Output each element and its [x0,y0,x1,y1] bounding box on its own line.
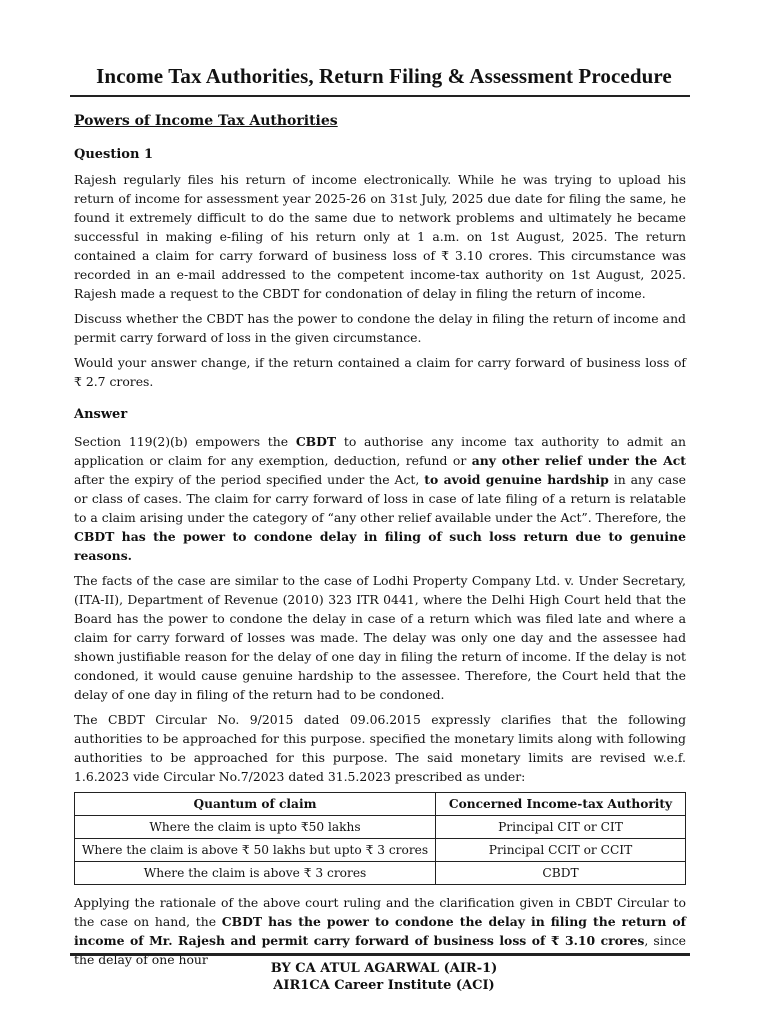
page-title: Income Tax Authorities, Return Filing & Assessment Procedure [96,64,672,88]
table-cell: Where the claim is upto ₹50 lakhs [75,816,436,839]
footer-institute: AIR1CA Career Institute (ACI) [273,978,495,993]
table-cell: CBDT [436,862,686,885]
answer-paragraph: The facts of the case are similar to the case of Lodhi Property Company Ltd. v. Under Secretary, (ITA-II), Department of Revenue (2010) 323 ITR 0441, where the Delhi High Court held that the Board has the power to condone the delay in case of a return which was filed late and where a claim for carry forward of losses was made. The delay was only one day and the assessee had shown justifiable reason for the delay of one day in filing the return of income. If the delay is not condoned, it would cause genuine hardship to the assessee. Therefore, the Court held that the delay of one day in filing of the return had to be condoned. [74,573,686,702]
text-run: Section 119(2)(b) empowers the [74,434,296,449]
answer-heading: Answer [74,407,128,422]
authority-table [74,792,686,885]
table-row [75,816,686,839]
answer-paragraph: The CBDT Circular No. 9/2015 dated 09.06.2015 expressly clarifies that the following authorities to be approached for this purpose. specified the monetary limits along with following authorities to be approached for this purpose. The said monetary limits are revised w.e.f. 1.6.2023 vide Circular No.7/2023 dated 31.5.2023 prescribed as under: [74,712,686,784]
footer-divider [70,953,690,956]
table-header-cell: Quantum of claim [75,793,436,816]
page-footer [0,960,768,994]
bold-run: to avoid genuine hardship [424,472,609,487]
table-row [75,839,686,862]
table-header-cell: Concerned Income-tax Authority [436,793,686,816]
table-row [75,862,686,885]
text-run: , since the delay of one hour [74,933,686,967]
answer-paragraph [74,893,686,969]
bold-run: any other relief under the Act [471,453,687,468]
question-heading: Question 1 [74,147,154,162]
question-paragraph: Discuss whether the CBDT has the power to condone the delay in filing the return of income and permit carry forward of loss in the given circumstance. [74,311,686,345]
question-paragraph: Rajesh regularly files his return of income electronically. While he was trying to upload his return of income for assessment year 2025-26 on 31st July, 2025 due date for filing the same, he found it extremely difficult to do the same due to network problems and ultimately he became successful in making e-filing of his return only at 1 a.m. on 1st August, 2025. The return contained a claim for carry forward of business loss of ₹ 3.10 crores. This circumstance was recorded in an e-mail addressed to the competent income-tax authority on 1st August, 2025. Rajesh made a request to the CBDT for condonation of delay in filing the return of income. [74,172,686,301]
text-run: to authorise any income tax authority to admit an application or claim for any exemption, deduction, refund or [74,434,686,468]
bold-run: CBDT [295,434,337,449]
table-cell: Where the claim is above ₹ 3 crores [75,862,436,885]
bold-run: CBDT has the power to condone the delay in filing the return of income of Mr. Rajesh and permit carry forward of business loss of ₹ 3.10 crores [74,914,687,948]
table-cell: Where the claim is above ₹ 50 lakhs but upto ₹ 3 crores [75,839,436,862]
document-body [74,112,686,975]
table-header-row [75,793,686,816]
footer-author: BY CA ATUL AGARWAL (AIR-1) [270,961,498,976]
bold-run: CBDT has the power to condone delay in filing of such loss return due to genuine reasons. [74,529,686,563]
answer-paragraph [74,432,686,565]
text-run: Applying the rationale of the above court ruling and the clarification given in CBDT Circular to the case on hand, the [74,895,686,929]
text-run: after the expiry of the period specified under the Act, [74,472,425,487]
table-cell: Principal CCIT or CCIT [436,839,686,862]
section-heading: Powers of Income Tax Authorities [74,113,338,129]
text-run: in any case or class of cases. The claim for carry forward of loss in case of late filing of a return is relatable to a claim arising under the category of “any other relief available under the Act”. Therefore, the [74,472,686,525]
question-paragraph: Would your answer change, if the return contained a claim for carry forward of business loss of ₹ 2.7 crores. [74,355,686,389]
title-divider [70,95,690,97]
table-cell: Principal CIT or CIT [436,816,686,839]
